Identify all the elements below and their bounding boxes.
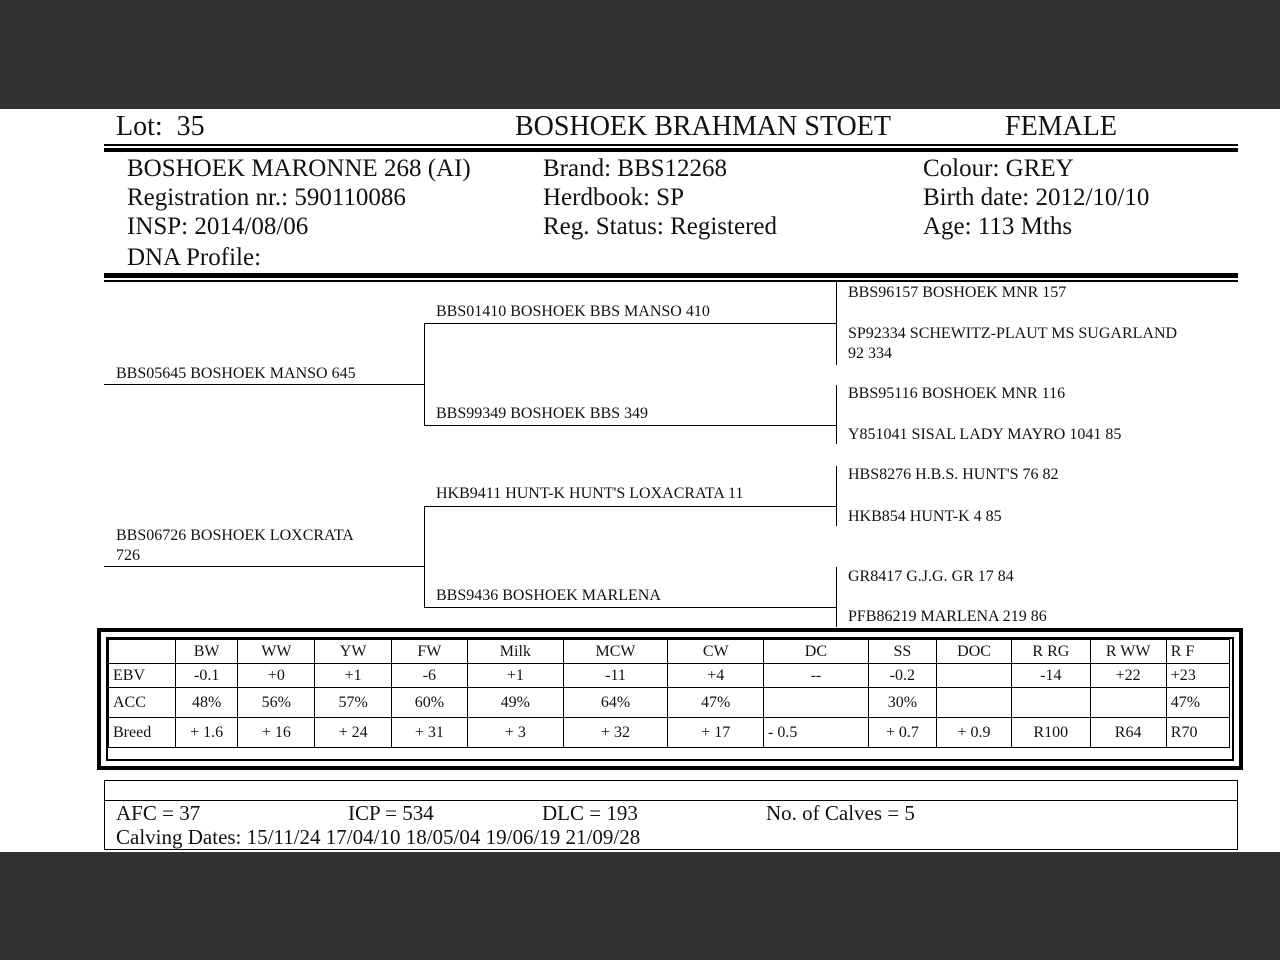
age: Age: 113 Mths bbox=[923, 213, 1073, 240]
calving-dates: Calving Dates: 15/11/24 17/04/10 18/05/04 19/06/19 21/09/28 bbox=[116, 825, 641, 849]
ebv-cell: + 3 bbox=[468, 718, 564, 748]
ebv-cell: 30% bbox=[868, 688, 936, 718]
ebv-header-cell: R WW bbox=[1090, 640, 1166, 664]
ebv-cell: + 32 bbox=[563, 718, 668, 748]
dlc-value: DLC = 193 bbox=[542, 801, 638, 825]
pedigree-gg-2-line1: SP92334 SCHEWITZ-PLAUT MS SUGARLAND bbox=[848, 325, 1178, 342]
colour: Colour: GREY bbox=[923, 155, 1074, 182]
ebv-cell: R100 bbox=[1012, 718, 1090, 748]
footer-divider bbox=[105, 800, 1237, 801]
dam-bracket bbox=[424, 506, 425, 607]
ebv-header-cell: SS bbox=[868, 640, 936, 664]
sire-sire-line bbox=[424, 323, 836, 324]
ebv-cell: + 16 bbox=[238, 718, 315, 748]
ebv-cell: 64% bbox=[563, 688, 668, 718]
ebv-cell: -6 bbox=[391, 664, 467, 688]
ebv-cell bbox=[936, 688, 1011, 718]
gg-bracket-2 bbox=[836, 385, 837, 444]
ebv-cell: -0.1 bbox=[176, 664, 238, 688]
lot-label bbox=[116, 111, 205, 143]
brand: Brand: BBS12268 bbox=[543, 155, 728, 182]
pedigree-dam-sire: HKB9411 HUNT-K HUNT'S LOXACRATA 11 bbox=[436, 485, 744, 502]
gg-bracket-3 bbox=[836, 466, 837, 526]
ebv-header-cell: R RG bbox=[1012, 640, 1090, 664]
ebv-header-cell: BW bbox=[176, 640, 238, 664]
ebv-cell: + 24 bbox=[315, 718, 391, 748]
pedigree-gg-3: BBS95116 BOSHOEK MNR 116 bbox=[848, 385, 1066, 402]
pedigree-gg-2-line2: 92 334 bbox=[848, 345, 892, 362]
pedigree-gg-8: PFB86219 MARLENA 219 86 bbox=[848, 608, 1047, 625]
ebv-row-label: Breed bbox=[109, 718, 176, 748]
pedigree-sire: BBS05645 BOSHOEK MANSO 645 bbox=[116, 365, 356, 382]
ebv-row-label: ACC bbox=[109, 688, 176, 718]
dam-dam-line bbox=[424, 607, 836, 608]
lot-label-text: Lot: bbox=[116, 111, 163, 142]
ebv-cell: R70 bbox=[1166, 718, 1229, 748]
ebv-header-cell: DC bbox=[764, 640, 869, 664]
calving-footer bbox=[104, 780, 1238, 850]
header-divider bbox=[104, 144, 1238, 146]
ebv-cell bbox=[1090, 688, 1166, 718]
pedigree-gg-6: HKB854 HUNT-K 4 85 bbox=[848, 508, 1002, 525]
ebv-cell bbox=[1012, 688, 1090, 718]
ebv-header-cell: CW bbox=[668, 640, 764, 664]
inspection-date: INSP: 2014/08/06 bbox=[127, 213, 309, 240]
ebv-cell: R64 bbox=[1090, 718, 1166, 748]
ebv-cell: 47% bbox=[1166, 688, 1229, 718]
icp-value: ICP = 534 bbox=[348, 801, 434, 825]
pedigree-sire-dam: BBS99349 BOSHOEK BBS 349 bbox=[436, 405, 649, 422]
birth-date: Birth date: 2012/10/10 bbox=[923, 184, 1150, 211]
pedigree-gg-7: GR8417 G.J.G. GR 17 84 bbox=[848, 568, 1014, 585]
calves-count: No. of Calves = 5 bbox=[766, 801, 915, 825]
ebv-cell: + 1.6 bbox=[176, 718, 238, 748]
ebv-cell: 47% bbox=[668, 688, 764, 718]
pedigree-dam-line1: BBS06726 BOSHOEK LOXCRATA bbox=[116, 527, 354, 544]
ebv-header-cell: Milk bbox=[468, 640, 564, 664]
ebv-box bbox=[97, 628, 1243, 770]
ebv-cell: +4 bbox=[668, 664, 764, 688]
ebv-box-inner bbox=[106, 637, 1234, 761]
ebv-cell: + 0.7 bbox=[868, 718, 936, 748]
sex-label: FEMALE bbox=[1005, 111, 1117, 142]
pedigree-sire-sire: BBS01410 BOSHOEK BBS MANSO 410 bbox=[436, 303, 710, 320]
sire-line bbox=[104, 384, 424, 385]
pedigree-gg-1: BBS96157 BOSHOEK MNR 157 bbox=[848, 284, 1067, 301]
pedigree-dam-line2: 726 bbox=[116, 547, 140, 564]
info-divider-thick bbox=[104, 273, 1238, 278]
ebv-cell: 48% bbox=[176, 688, 238, 718]
ebv-header-cell bbox=[109, 640, 176, 664]
ebv-row-breed bbox=[109, 718, 1230, 748]
herdbook: Herdbook: SP bbox=[543, 184, 684, 211]
ebv-header-cell: FW bbox=[391, 640, 467, 664]
gg-bracket-4 bbox=[836, 567, 837, 627]
sire-dam-line bbox=[424, 425, 836, 426]
ebv-header-cell: R F bbox=[1166, 640, 1229, 664]
ebv-header-cell: DOC bbox=[936, 640, 1011, 664]
ebv-row-label: EBV bbox=[109, 664, 176, 688]
animal-name: BOSHOEK MARONNE 268 (AI) bbox=[127, 155, 471, 182]
dam-line bbox=[104, 566, 424, 567]
ebv-cell: +23 bbox=[1166, 664, 1229, 688]
ebv-cell: +1 bbox=[468, 664, 564, 688]
ebv-cell: 60% bbox=[391, 688, 467, 718]
ebv-cell bbox=[936, 664, 1011, 688]
herd-name: BOSHOEK BRAHMAN STOET bbox=[515, 111, 891, 142]
ebv-row-acc bbox=[109, 688, 1230, 718]
ebv-cell: -- bbox=[764, 664, 869, 688]
dna-profile: DNA Profile: bbox=[127, 244, 262, 271]
pedigree-dam-dam: BBS9436 BOSHOEK MARLENA bbox=[436, 587, 661, 604]
ebv-cell: 57% bbox=[315, 688, 391, 718]
pedigree-top-line bbox=[104, 281, 1238, 282]
ebv-cell: 56% bbox=[238, 688, 315, 718]
ebv-cell bbox=[764, 688, 869, 718]
dam-sire-line bbox=[424, 506, 836, 507]
ebv-cell: - 0.5 bbox=[764, 718, 869, 748]
ebv-row-ebv bbox=[109, 664, 1230, 688]
lot-sheet bbox=[0, 109, 1280, 852]
ebv-header-cell: WW bbox=[238, 640, 315, 664]
pedigree-gg-5: HBS8276 H.B.S. HUNT'S 76 82 bbox=[848, 466, 1059, 483]
ebv-cell: -14 bbox=[1012, 664, 1090, 688]
ebv-cell: + 0.9 bbox=[936, 718, 1011, 748]
ebv-cell: -0.2 bbox=[868, 664, 936, 688]
gg-bracket-1 bbox=[836, 281, 837, 365]
ebv-header-cell: MCW bbox=[563, 640, 668, 664]
ebv-cell: +22 bbox=[1090, 664, 1166, 688]
ebv-cell: +1 bbox=[315, 664, 391, 688]
ebv-cell: + 31 bbox=[391, 718, 467, 748]
ebv-header-cell: YW bbox=[315, 640, 391, 664]
ebv-cell: 49% bbox=[468, 688, 564, 718]
registration-number: Registration nr.: 590110086 bbox=[127, 184, 406, 211]
afc-value: AFC = 37 bbox=[116, 801, 201, 825]
reg-status: Reg. Status: Registered bbox=[543, 213, 777, 240]
header-divider-thick bbox=[104, 148, 1238, 152]
ebv-cell: +0 bbox=[238, 664, 315, 688]
ebv-table bbox=[108, 639, 1230, 748]
pedigree-gg-4: Y851041 SISAL LADY MAYRO 1041 85 bbox=[848, 426, 1122, 443]
sire-bracket bbox=[424, 324, 425, 425]
ebv-header-row bbox=[109, 640, 1230, 664]
lot-number: 35 bbox=[176, 111, 205, 142]
ebv-cell: + 17 bbox=[668, 718, 764, 748]
ebv-cell: -11 bbox=[563, 664, 668, 688]
